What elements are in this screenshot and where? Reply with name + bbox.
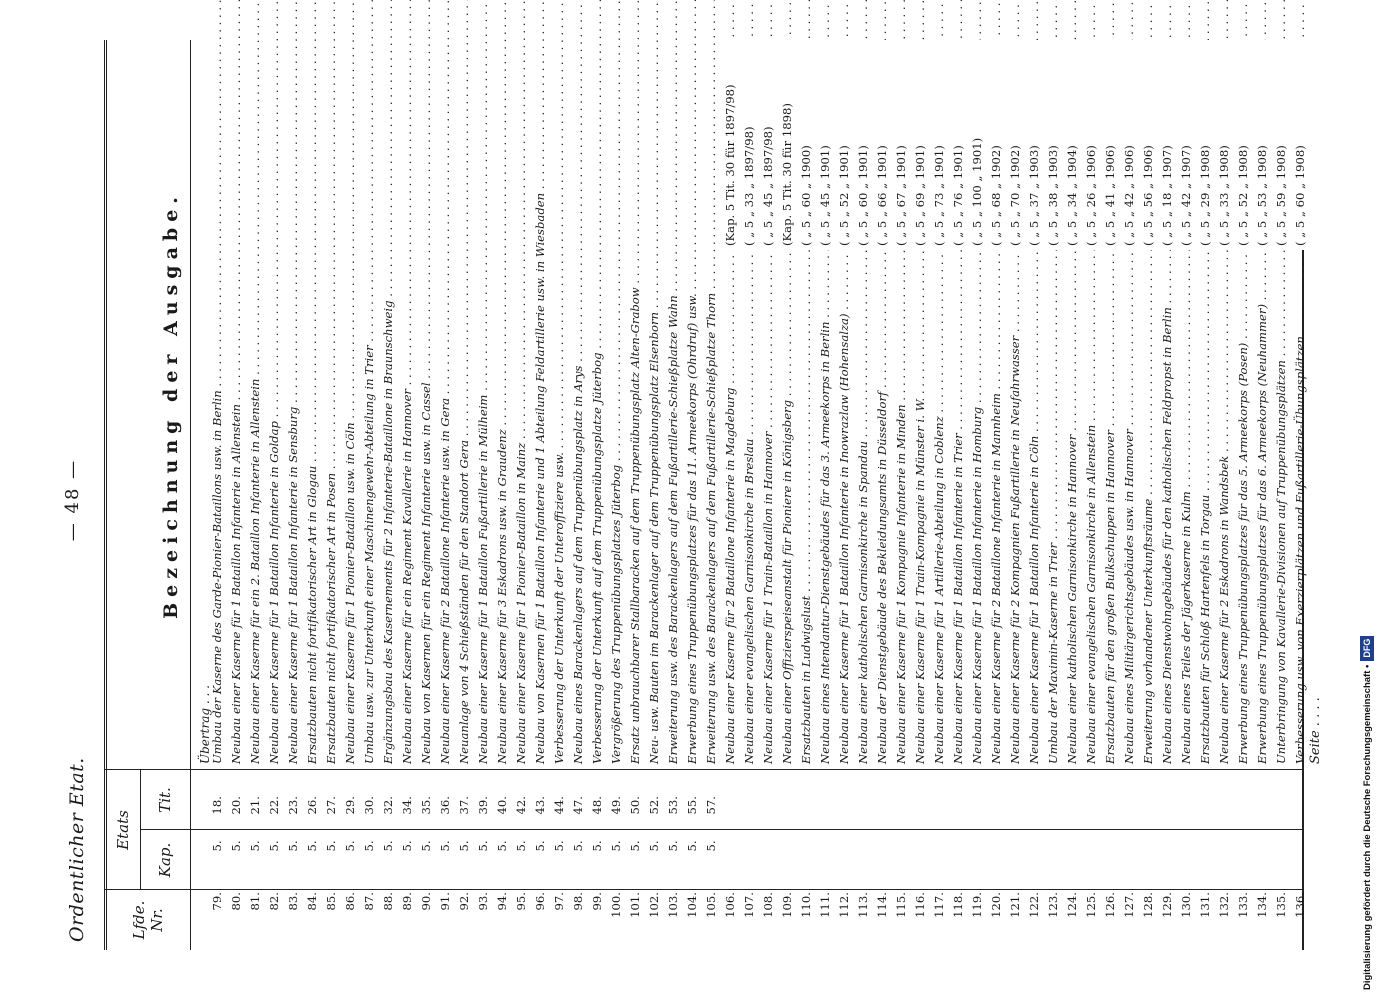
entry-tit: 44. bbox=[552, 796, 566, 815]
entry-description: Neubau einer Kaserne für ein 2. Bataillon Infanterie in Allenstein . . . bbox=[250, 64, 261, 764]
table-row bbox=[1067, 40, 1078, 950]
dfg-logo: DFG bbox=[1360, 636, 1374, 661]
entry-kap: 5. bbox=[685, 840, 699, 852]
entry-number: 115. bbox=[894, 892, 908, 918]
entry-tit: 50. bbox=[628, 796, 642, 815]
table-row bbox=[592, 40, 603, 950]
entry-number: 125. bbox=[1084, 892, 1098, 918]
entry-description: Ersatzbauten nicht fortifikatorischer Art in Glogau . . . bbox=[307, 64, 318, 764]
entry-reference: ( „ 5 „ 100 „ 1901) bbox=[972, 40, 983, 250]
table-row bbox=[782, 40, 793, 950]
col-tit: Tit. bbox=[156, 787, 174, 813]
table-row bbox=[1162, 40, 1173, 950]
entry-number: 103. bbox=[666, 892, 680, 918]
entry-description: Neubau einer Kaserne für 1 Bataillon Infanterie in Trier . . . bbox=[953, 64, 964, 764]
entry-reference: ( „ 5 „ 33 „ 1897/98) bbox=[744, 40, 755, 250]
table-row bbox=[345, 40, 356, 950]
entry-kap: 5. bbox=[286, 840, 300, 852]
entry-number: 105. bbox=[704, 892, 718, 918]
entry-kap: 5. bbox=[666, 840, 680, 852]
entry-number: 106. bbox=[723, 892, 737, 918]
table-row bbox=[1257, 40, 1268, 950]
entry-tit: 40. bbox=[495, 796, 509, 815]
entry-description: Neubau der Dienstgebäude des Bekleidungsamts in Düsseldorf . . . bbox=[877, 64, 888, 764]
entry-number: 82. bbox=[267, 892, 281, 911]
table-row bbox=[1029, 40, 1040, 950]
table-row bbox=[364, 40, 375, 950]
entry-tit: 21. bbox=[248, 796, 262, 815]
table-row bbox=[611, 40, 622, 950]
entry-description: Neubau eines Teiles der Jägerkaserne in Kulm . . . bbox=[1181, 64, 1192, 764]
entry-kap: 5. bbox=[533, 840, 547, 852]
entry-description: Neubau einer Kaserne für 1 Bataillon Fußartillerie in Mülheim . . . bbox=[478, 64, 489, 764]
entry-number: 102. bbox=[647, 892, 661, 918]
table-row bbox=[573, 40, 584, 950]
table-row bbox=[1048, 40, 1059, 950]
entry-description: Ergänzungsbau des Kasernements für 2 Infanterie-Bataillone in Braunschweig . . . bbox=[383, 64, 394, 764]
col-kap: Kap. bbox=[156, 842, 174, 878]
entry-number: 104. bbox=[685, 892, 699, 918]
entry-number: 113. bbox=[856, 892, 870, 918]
entry-number: 98. bbox=[571, 892, 585, 911]
table-row bbox=[820, 40, 831, 950]
entry-number: 101. bbox=[628, 892, 642, 918]
table-row bbox=[706, 40, 717, 950]
entry-description: Neubau einer Kaserne für ein Regiment Kavallerie in Hannover . . . bbox=[402, 64, 413, 764]
entry-tit: 34. bbox=[400, 796, 414, 815]
seite-label: Seite . . . . bbox=[1308, 697, 1323, 764]
entry-reference: ( „ 5 „ 42 „ 1907) bbox=[1181, 40, 1192, 250]
page-number: — 48 — bbox=[62, 458, 83, 542]
entry-reference: ( „ 5 „ 45 „ 1901) bbox=[820, 40, 831, 250]
entry-number: 84. bbox=[305, 892, 319, 911]
entry-kap: 5. bbox=[248, 840, 262, 852]
entry-number: 108. bbox=[761, 892, 775, 918]
entry-number: 131. bbox=[1198, 892, 1212, 918]
entry-kap: 5. bbox=[571, 840, 585, 852]
entry-reference: ( „ 5 „ 45 „ 1897/98) bbox=[763, 40, 774, 250]
entry-reference: ( „ 5 „ 38 „ 1903) bbox=[1048, 40, 1059, 250]
col-bezeichnung: Bezeichnung der Ausgabe. bbox=[160, 191, 182, 619]
entry-description: Vergrößerung des Truppenübungsplatzes Jüterbog . . . bbox=[611, 64, 622, 764]
entry-description: Verbesserung usw. von Exerzierplätzen und Fußartillerie-Übungsplätzen . . . bbox=[1295, 64, 1306, 764]
table-row bbox=[896, 40, 907, 950]
entry-description: Umbau der Maximin-Kaserne in Trier . . . bbox=[1048, 64, 1059, 764]
table-row bbox=[326, 40, 337, 950]
entry-description: Neubau einer Kaserne für 2 Bataillone Infanterie in Magdeburg . . . bbox=[725, 64, 736, 764]
entry-kap: 5. bbox=[343, 840, 357, 852]
top-rule bbox=[104, 40, 107, 950]
entry-description: Neubau von Kasernen für ein Regiment Infanterie usw. in Cassel . . . bbox=[421, 64, 432, 764]
entry-reference: (Kap. 5 Tit. 30 für 1898) bbox=[782, 40, 793, 250]
col-lfd-nr: Lfde. Nr. bbox=[130, 900, 166, 940]
entry-description: Erweiterung usw. des Barackenlagers auf dem Fußartillerie-Schießplatze Wahn . . . bbox=[668, 64, 679, 764]
entry-kap: 5. bbox=[381, 840, 395, 852]
entry-description: Neubau einer Kaserne für 1 Bataillon Infanterie in Cöln . . . bbox=[1029, 64, 1040, 764]
entry-description: Neubau einer Kaserne für 1 Bataillon Infanterie in Allenstein . . . bbox=[231, 64, 242, 764]
table-row bbox=[953, 40, 964, 950]
entry-number: 90. bbox=[419, 892, 433, 911]
table-row bbox=[630, 40, 641, 950]
entry-tit: 55. bbox=[685, 796, 699, 815]
entry-tit: 53. bbox=[666, 796, 680, 815]
entry-description: Neubau einer Kaserne für 1 Pionier-Bataillon in Mainz . . . bbox=[516, 64, 527, 764]
entry-reference: ( „ 5 „ 69 „ 1901) bbox=[915, 40, 926, 250]
entry-kap: 5. bbox=[552, 840, 566, 852]
entry-kap: 5. bbox=[590, 840, 604, 852]
entry-number: 89. bbox=[400, 892, 414, 911]
entry-description: Ersatzbauten für Schloß Hartenfels in Torgau . . . bbox=[1200, 64, 1211, 764]
entry-reference: ( „ 5 „ 60 „ 1900) bbox=[801, 40, 812, 250]
table-row bbox=[250, 40, 261, 950]
entry-description: Neubau einer Kaserne für 1 Kompagnie Infanterie in Minden . . . bbox=[896, 64, 907, 764]
digitization-note bbox=[1360, 10, 1374, 990]
entry-reference: ( „ 5 „ 18 „ 1907) bbox=[1162, 40, 1173, 250]
entry-reference: ( „ 5 „ 52 „ 1901) bbox=[839, 40, 850, 250]
entry-kap: 5. bbox=[305, 840, 319, 852]
entry-number: 118. bbox=[951, 892, 965, 918]
entry-number: 136. bbox=[1293, 892, 1307, 918]
column-divider bbox=[105, 889, 1302, 890]
entry-description: Neubau einer Kaserne für 1 Artillerie-Abteilung in Coblenz . . . bbox=[934, 64, 945, 764]
entry-number: 95. bbox=[514, 892, 528, 911]
table-row bbox=[383, 40, 394, 950]
table-row bbox=[649, 40, 660, 950]
entry-description: Neubau einer Kaserne für 2 Bataillone Infanterie in Mannheim . . . bbox=[991, 64, 1002, 764]
entry-number: 127. bbox=[1122, 892, 1136, 918]
table-row bbox=[1105, 40, 1116, 950]
entry-reference: ( „ 5 „ 68 „ 1902) bbox=[991, 40, 1002, 250]
entry-description: Neubau einer Kaserne für 1 Train-Kompagnie in Münster i. W. . . . bbox=[915, 64, 926, 764]
entry-number: 130. bbox=[1179, 892, 1193, 918]
entry-kap: 5. bbox=[419, 840, 433, 852]
entry-description: Erwerbung eines Truppenübungsplatzes für das 6. Armeekorps (Neuhammer) . . . bbox=[1257, 64, 1268, 764]
table-row bbox=[1200, 40, 1211, 950]
entry-description: Umbau der Kaserne des Garde-Pionier-Bataillons usw. in Berlin . . . bbox=[212, 64, 223, 764]
entry-kap: 5. bbox=[210, 840, 224, 852]
entry-description: Erwerbung eines Truppenübungsplatzes für das 11. Armeekorps (Ohrdruf) usw. . . . bbox=[687, 64, 698, 764]
entry-kap: 5. bbox=[495, 840, 509, 852]
entry-reference: ( „ 5 „ 70 „ 1902) bbox=[1010, 40, 1021, 250]
entry-tit: 35. bbox=[419, 796, 433, 815]
entry-tit: 37. bbox=[457, 796, 471, 815]
entry-reference: ( „ 5 „ 67 „ 1901) bbox=[896, 40, 907, 250]
entry-description: Neubau einer evangelischen Garnisonkirche in Breslau . . . bbox=[744, 64, 755, 764]
entry-tit: 36. bbox=[438, 796, 452, 815]
entry-number: 120. bbox=[989, 892, 1003, 918]
entry-number: 79. bbox=[210, 892, 224, 911]
table-row bbox=[1181, 40, 1192, 950]
entry-reference: ( „ 5 „ 59 „ 1908) bbox=[1276, 40, 1287, 250]
table-row bbox=[1086, 40, 1097, 950]
entry-tit: 30. bbox=[362, 796, 376, 815]
entry-kap: 5. bbox=[229, 840, 243, 852]
entry-tit: 48. bbox=[590, 796, 604, 815]
entry-reference: ( „ 5 „ 33 „ 1908) bbox=[1219, 40, 1230, 250]
entry-tit: 23. bbox=[286, 796, 300, 815]
entry-number: 128. bbox=[1141, 892, 1155, 918]
entry-reference: ( „ 5 „ 41 „ 1906) bbox=[1105, 40, 1116, 250]
entry-number: 133. bbox=[1236, 892, 1250, 918]
entry-number: 86. bbox=[343, 892, 357, 911]
entry-description: Ersatzbauten nicht fortifikatorischer Art in Posen . . . bbox=[326, 64, 337, 764]
entry-number: 134. bbox=[1255, 892, 1269, 918]
entry-number: 124. bbox=[1065, 892, 1079, 918]
entry-tit: 57. bbox=[704, 796, 718, 815]
column-divider bbox=[105, 769, 1302, 770]
entry-description: Erweiterung usw. des Barackenlagers auf dem Fußartillerie-Schießplatze Thorn . . . bbox=[706, 64, 717, 764]
table-row bbox=[668, 40, 679, 950]
table-row bbox=[934, 40, 945, 950]
table-row bbox=[478, 40, 489, 950]
entry-number: 110. bbox=[799, 892, 813, 918]
table-row bbox=[1010, 40, 1021, 950]
table-row bbox=[269, 40, 280, 950]
entry-kap: 5. bbox=[476, 840, 490, 852]
section-title: Ordentlicher Etat. bbox=[66, 757, 88, 942]
table-row bbox=[839, 40, 850, 950]
table-row bbox=[554, 40, 565, 950]
entry-tit: 29. bbox=[343, 796, 357, 815]
entry-description: Ersatz unbrauchbarer Stallbaracken auf dem Truppenübungsplatz Alten-Grabow . . . bbox=[630, 64, 641, 764]
entry-reference: ( „ 5 „ 42 „ 1906) bbox=[1124, 40, 1135, 250]
entry-number: 92. bbox=[457, 892, 471, 911]
entry-description: Neubau einer Kaserne für 3 Eskadrons usw. in Graudenz . . . bbox=[497, 64, 508, 764]
entry-kap: 5. bbox=[267, 840, 281, 852]
entry-description: Neubau einer Kaserne für 1 Bataillon Infanterie in Sensburg . . . bbox=[288, 64, 299, 764]
table-row bbox=[1219, 40, 1230, 950]
entry-reference: ( „ 5 „ 53 „ 1908) bbox=[1257, 40, 1268, 250]
entry-kap: 5. bbox=[609, 840, 623, 852]
table-row bbox=[744, 40, 755, 950]
table-row bbox=[687, 40, 698, 950]
table-row bbox=[972, 40, 983, 950]
entry-reference: ( „ 5 „ 60 „ 1901) bbox=[858, 40, 869, 250]
entry-number: 111. bbox=[818, 892, 832, 918]
entry-kap: 5. bbox=[457, 840, 471, 852]
entry-description: Umbau usw. zur Unterkunft einer Maschinengewehr-Abteilung in Trier . . . bbox=[364, 64, 375, 764]
entry-description: Neu- usw. Bauten im Barackenlager auf dem Truppenübungsplatz Elsenborn . . . bbox=[649, 64, 660, 764]
entry-kap: 5. bbox=[628, 840, 642, 852]
entry-number: 100. bbox=[609, 892, 623, 918]
entry-reference: ( „ 5 „ 26 „ 1906) bbox=[1086, 40, 1097, 250]
entry-number: 99. bbox=[590, 892, 604, 911]
header-rule bbox=[190, 40, 191, 950]
table-row bbox=[1143, 40, 1154, 950]
entry-description: Erweiterung vorhandener Unterkunftsräume . . . bbox=[1143, 64, 1154, 764]
entry-tit: 22. bbox=[267, 796, 281, 815]
entry-description: Neubau einer katholischen Garnisonkirche in Hannover . . . bbox=[1067, 64, 1078, 764]
table-row bbox=[402, 40, 413, 950]
entry-description: Neuanlage von 4 Schießständen für den Standort Gera . . . bbox=[459, 64, 470, 764]
table-row bbox=[858, 40, 869, 950]
entry-description: Neubau einer Kaserne für 1 Bataillon Infanterie in Homburg . . . bbox=[972, 64, 983, 764]
entry-description: Ersatzbauten in Ludwigslust . . . bbox=[801, 64, 812, 764]
table-row bbox=[440, 40, 451, 950]
header-subrule bbox=[140, 770, 141, 890]
entry-description: Neubau einer Kaserne für 1 Bataillon Infanterie in Inowrazlaw (Hohensalza) . . . bbox=[839, 64, 850, 764]
entry-number: 93. bbox=[476, 892, 490, 911]
table-row bbox=[231, 40, 242, 950]
table-row bbox=[1238, 40, 1249, 950]
entry-number: 116. bbox=[913, 892, 927, 918]
entry-tit: 27. bbox=[324, 796, 338, 815]
table-row bbox=[516, 40, 527, 950]
table-row bbox=[307, 40, 318, 950]
entry-number: 94. bbox=[495, 892, 509, 911]
table-row bbox=[288, 40, 299, 950]
entry-description: Neubau einer Kaserne für 1 Bataillon Infanterie in Goldap . . . bbox=[269, 64, 280, 764]
entry-description: Neubau einer Kaserne für 2 Eskadrons in Wandsbek . . . bbox=[1219, 64, 1230, 764]
uebertrag-label: Übertrag . . . bbox=[198, 685, 212, 764]
table-row bbox=[535, 40, 546, 950]
entry-kap: 5. bbox=[438, 840, 452, 852]
entry-number: 91. bbox=[438, 892, 452, 911]
entry-description: Neubau einer Offizierspeiseanstalt für Pioniere in Königsberg . . . bbox=[782, 64, 793, 764]
table-row bbox=[212, 40, 223, 950]
table-row bbox=[459, 40, 470, 950]
entry-tit: 43. bbox=[533, 796, 547, 815]
entry-number: 81. bbox=[248, 892, 262, 911]
table-row bbox=[421, 40, 432, 950]
table-row bbox=[497, 40, 508, 950]
entry-description: Neubau eines Dienstwohngebäudes für den katholischen Feldpropst in Berlin . . . bbox=[1162, 64, 1173, 764]
entry-number: 122. bbox=[1027, 892, 1041, 918]
entry-number: 97. bbox=[552, 892, 566, 911]
entry-description: Neubau von Kasernen für 1 Bataillon Infanterie und 1 Abteilung Feldartillerie usw. in Wiesbaden . . . bbox=[535, 64, 546, 764]
entry-tit: 18. bbox=[210, 796, 224, 815]
entry-description: Neubau eines Militärgerichtsgebäudes usw. in Hannover . . . bbox=[1124, 64, 1135, 764]
entry-number: 126. bbox=[1103, 892, 1117, 918]
entry-reference: ( „ 5 „ 60 „ 1908) bbox=[1295, 40, 1306, 250]
table-row bbox=[1295, 40, 1306, 950]
entry-reference: ( „ 5 „ 66 „ 1901) bbox=[877, 40, 888, 250]
entry-description: Unterbringung von Kavallerie-Divisionen auf Truppenübungsplätzen . . . bbox=[1276, 64, 1287, 764]
entry-description: Neubau einer Kaserne für 2 Bataillone Infanterie usw. in Gera . . . bbox=[440, 64, 451, 764]
entry-reference: ( „ 5 „ 29 „ 1908) bbox=[1200, 40, 1211, 250]
entry-number: 119. bbox=[970, 892, 984, 918]
entry-kap: 5. bbox=[704, 840, 718, 852]
entry-description: Neubau einer Kaserne für 1 Pionier-Bataillon usw. in Cöln . . . bbox=[345, 64, 356, 764]
entry-number: 135. bbox=[1274, 892, 1288, 918]
table-row bbox=[725, 40, 736, 950]
table-row bbox=[991, 40, 1002, 950]
entry-description: Neubau einer evangelischen Garnisonkirche in Allenstein . . . bbox=[1086, 64, 1097, 764]
digitization-note-text: Digitalisierung gefördert durch die Deutsche Forschungsgemeinschaft • bbox=[1362, 664, 1373, 990]
entry-kap: 5. bbox=[400, 840, 414, 852]
entry-tit: 32. bbox=[381, 796, 395, 815]
entry-description: Neubau eines Barackenlagers auf dem Truppenübungsplatz in Arys . . . bbox=[573, 64, 584, 764]
entry-tit: 47. bbox=[571, 796, 585, 815]
entry-number: 83. bbox=[286, 892, 300, 911]
entry-description: Verbesserung der Unterkunft der Unteroffiziere usw. . . . bbox=[554, 64, 565, 764]
entry-tit: 20. bbox=[229, 796, 243, 815]
entry-tit: 49. bbox=[609, 796, 623, 815]
entry-number: 112. bbox=[837, 892, 851, 918]
col-etats: Etats bbox=[114, 810, 132, 850]
entry-reference: ( „ 5 „ 52 „ 1908) bbox=[1238, 40, 1249, 250]
entry-tit: 26. bbox=[305, 796, 319, 815]
entry-reference: ( „ 5 „ 34 „ 1904) bbox=[1067, 40, 1078, 250]
table-row bbox=[1276, 40, 1287, 950]
entry-description: Erwerbung eines Truppenübungsplatzes für das 5. Armeekorps (Posen) . . . bbox=[1238, 64, 1249, 764]
entry-reference: ( „ 5 „ 76 „ 1901) bbox=[953, 40, 964, 250]
entry-number: 117. bbox=[932, 892, 946, 918]
entry-number: 109. bbox=[780, 892, 794, 918]
entry-reference: (Kap. 5 Tit. 30 für 1897/98) bbox=[725, 40, 736, 250]
entry-reference: ( „ 5 „ 37 „ 1903) bbox=[1029, 40, 1040, 250]
entry-description: Ersatzbauten für den großen Bulkschuppen in Hannover . . . bbox=[1105, 64, 1116, 764]
entry-description: Verbesserung der Unterkunft auf dem Truppenübungsplatze Jüterbog . . . bbox=[592, 64, 603, 764]
entry-tit: 39. bbox=[476, 796, 490, 815]
entry-description: Neubau eines Intendantur-Dienstgebäudes für das 3. Armeekorps in Berlin . . . bbox=[820, 64, 831, 764]
entry-number: 85. bbox=[324, 892, 338, 911]
entry-kap: 5. bbox=[647, 840, 661, 852]
table-row bbox=[763, 40, 774, 950]
entry-tit: 52. bbox=[647, 796, 661, 815]
entry-number: 80. bbox=[229, 892, 243, 911]
entry-number: 121. bbox=[1008, 892, 1022, 918]
entry-tit: 42. bbox=[514, 796, 528, 815]
entry-number: 132. bbox=[1217, 892, 1231, 918]
table-row bbox=[1124, 40, 1135, 950]
table-row bbox=[877, 40, 888, 950]
entry-number: 123. bbox=[1046, 892, 1060, 918]
entry-kap: 5. bbox=[324, 840, 338, 852]
entry-number: 114. bbox=[875, 892, 889, 918]
entry-number: 87. bbox=[362, 892, 376, 911]
entry-number: 107. bbox=[742, 892, 756, 918]
table-row bbox=[801, 40, 812, 950]
entry-kap: 5. bbox=[362, 840, 376, 852]
entry-description: Neubau einer Kaserne für 1 Train-Bataillon in Hannover . . . bbox=[763, 64, 774, 764]
entry-kap: 5. bbox=[514, 840, 528, 852]
entry-reference: ( „ 5 „ 56 „ 1906) bbox=[1143, 40, 1154, 250]
entry-number: 88. bbox=[381, 892, 395, 911]
entry-reference: ( „ 5 „ 73 „ 1901) bbox=[934, 40, 945, 250]
entry-number: 129. bbox=[1160, 892, 1174, 918]
table-row bbox=[915, 40, 926, 950]
entry-number: 96. bbox=[533, 892, 547, 911]
entry-description: Neubau einer Kaserne für 2 Kompagnien Fußartillerie in Neufahrwasser . . . bbox=[1010, 64, 1021, 764]
entry-description: Neubau einer katholischen Garnisonkirche in Spandau . . . bbox=[858, 64, 869, 764]
